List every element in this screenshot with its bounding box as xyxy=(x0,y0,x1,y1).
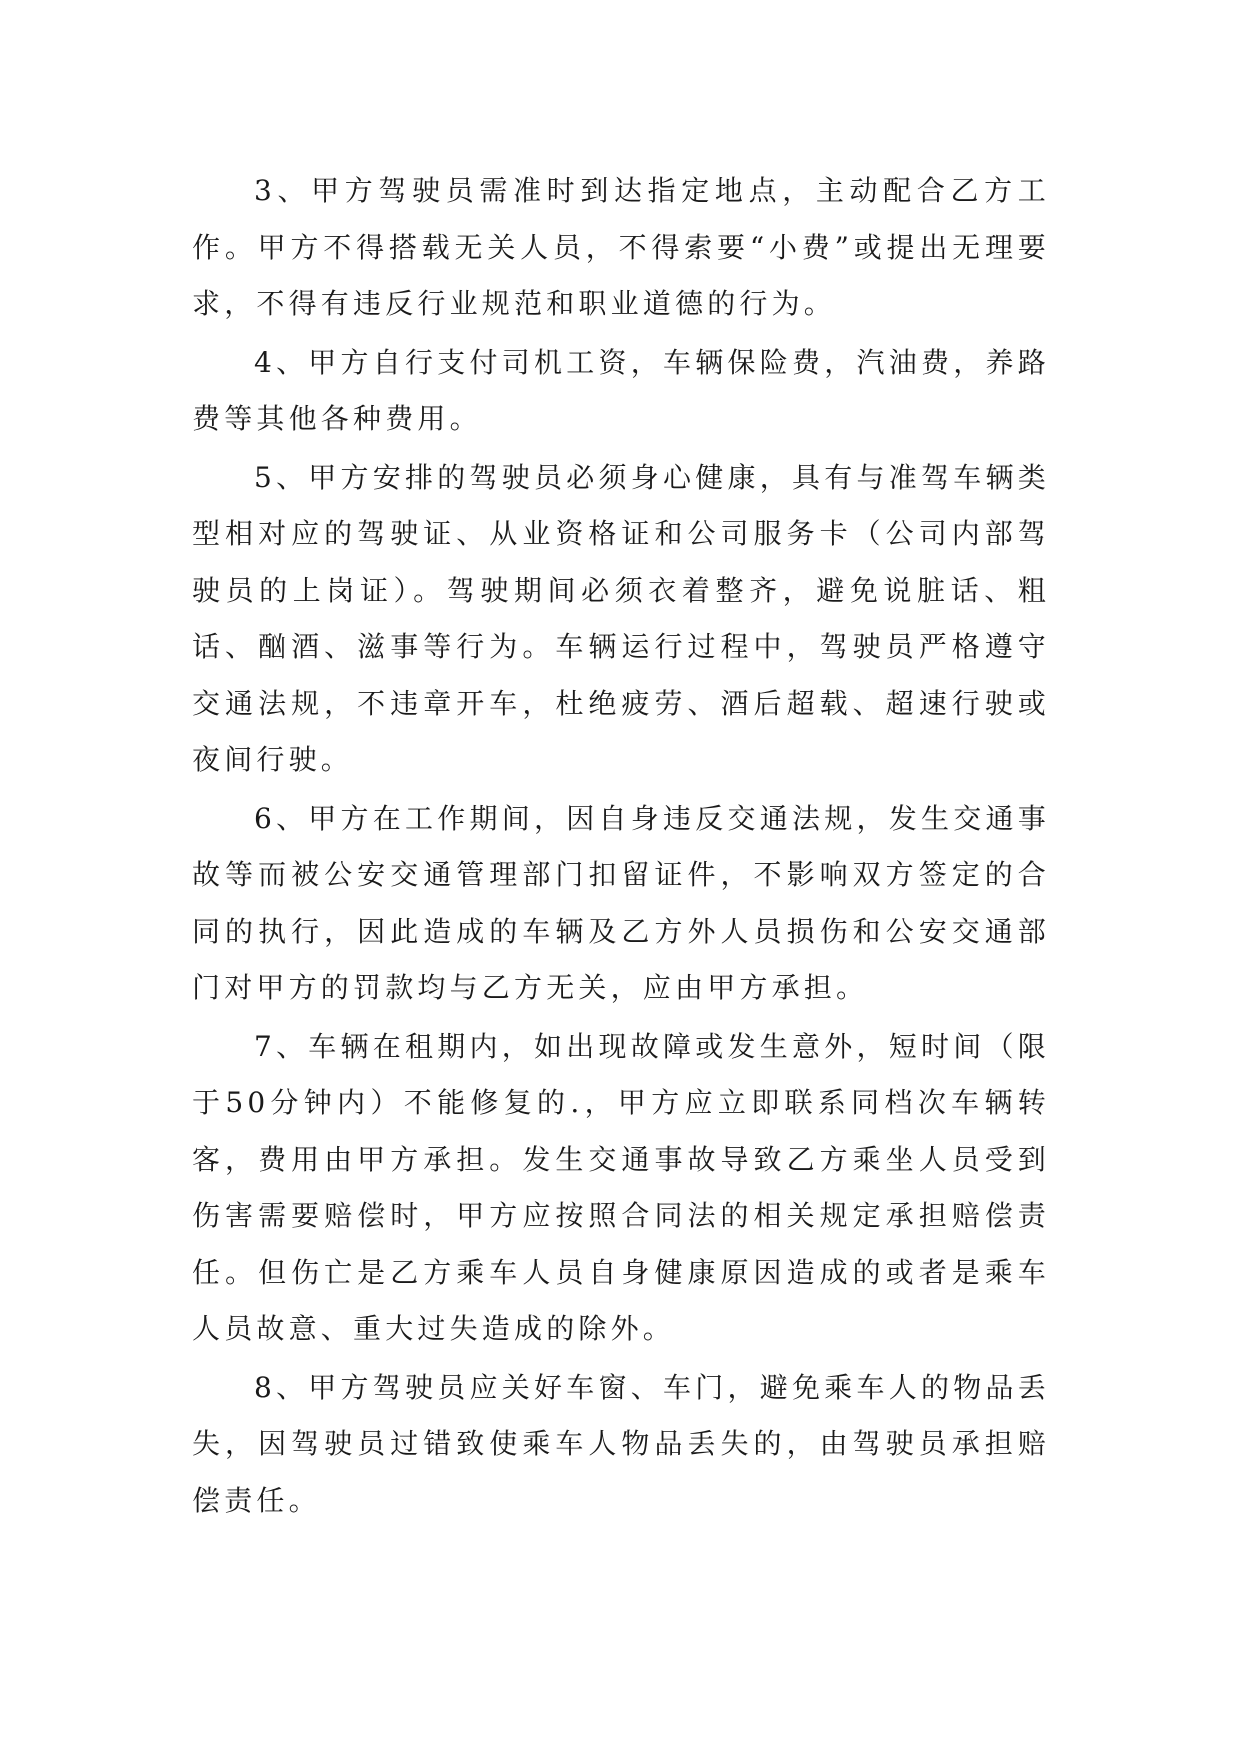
paragraph-5: 5、甲方安排的驾驶员必须身心健康，具有与准驾车辆类型相对应的驾驶证、从业资格证和公司服务卡（公司内部驾驶员的上岗证）。驾驶期间必须衣着整齐，避免说脏话、粗话、酗酒、滋事等行为。车辆运行过程中，驾驶员严格遵守交通法规，不违章开车，杜绝疲劳、酒后超载、超速行驶或夜间行驶。 xyxy=(192,460,1050,776)
document-body xyxy=(192,163,1050,1531)
paragraph-3: 3、甲方驾驶员需准时到达指定地点，主动配合乙方工作。甲方不得搭载无关人员，不得索要“小费”或提出无理要求，不得有违反行业规范和职业道德的行为。 xyxy=(192,174,1050,320)
paragraph-8: 8、甲方驾驶员应关好车窗、车门，避免乘车人的物品丢失，因驾驶员过错致使乘车人物品丢失的，由驾驶员承担赔偿责任。 xyxy=(192,1370,1050,1517)
paragraph-7: 7、车辆在租期内，如出现故障或发生意外，短时间（限于50分钟内）不能修复的.，甲方应立即联系同档次车辆转客，费用由甲方承担。发生交通事故导致乙方乘坐人员受到伤害需要赔偿时，甲方应按照合同法的相关规定承担赔偿责任。但伤亡是乙方乘车人员自身健康原因造成的或者是乘车人员故意、重大过失造成的除外。 xyxy=(192,1029,1050,1345)
paragraph-6: 6、甲方在工作期间，因自身违反交通法规，发生交通事故等而被公安交通管理部门扣留证件，不影响双方签定的合同的执行，因此造成的车辆及乙方外人员损伤和公安交通部门对甲方的罚款均与乙方无关，应由甲方承担。 xyxy=(192,801,1050,1004)
paragraph-4: 4、甲方自行支付司机工资，车辆保险费，汽油费，养路费等其他各种费用。 xyxy=(192,345,1050,435)
